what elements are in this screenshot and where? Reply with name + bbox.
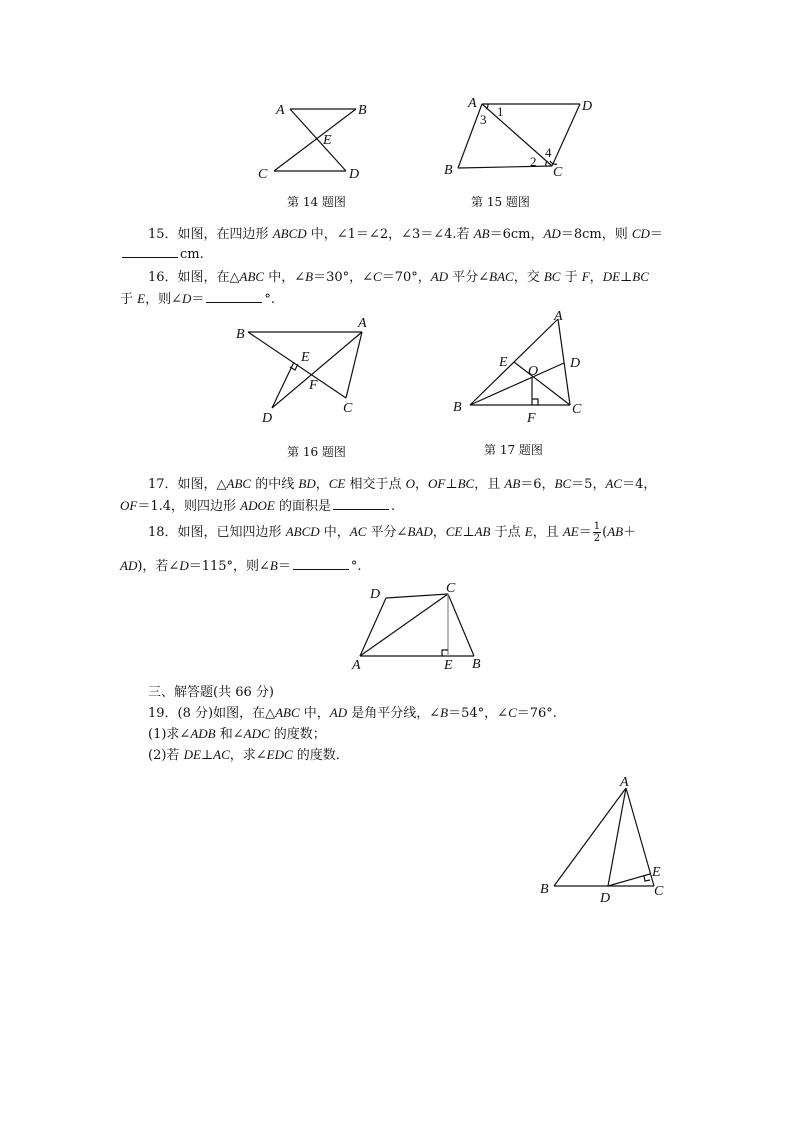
figure-14-caption: 第 14 题图 (287, 195, 346, 209)
label-b: B (540, 882, 549, 897)
figure-17 (448, 305, 598, 425)
label-f: F (527, 411, 536, 426)
figure-18 (348, 580, 498, 672)
figure-15-drawing (440, 92, 610, 182)
figure-15 (440, 92, 610, 182)
figure-19-drawing (536, 770, 676, 905)
label-d: D (600, 891, 611, 906)
label-c: C (654, 884, 664, 899)
label-a: A (620, 775, 629, 790)
question-16-line-2: 于 E，则∠D＝ °. (120, 291, 276, 307)
label-e: E (444, 658, 453, 673)
question-15-line-1: 15．如图，在四边形 ABCD 中，∠1＝∠2，∠3＝∠4.若 AB＝6cm，AD＝8cm，则 CD＝ (148, 226, 663, 242)
label-c: C (343, 401, 353, 416)
angle-3-label: 3 (480, 112, 487, 127)
question-18-line-2: AD)，若∠D＝115°，则∠B＝ °. (120, 558, 362, 574)
figure-17-caption: 第 17 题图 (484, 443, 543, 457)
figure-19 (536, 770, 676, 905)
label-a: A (352, 658, 361, 673)
label-d: D (349, 167, 360, 182)
answer-blank-18[interactable] (293, 557, 349, 570)
label-b: B (472, 657, 481, 672)
question-17-line-2: OF＝1.4，则四边形 ADOE 的面积是 . (120, 498, 396, 514)
label-a: A (276, 103, 285, 118)
question-18-line-1: 18．如图，已知四边形 ABCD 中，AC 平分∠BAD，CE⊥AB 于点 E，且 AE＝ $\frac{1}{2}$ (AB＋ (148, 521, 637, 544)
label-e: E (499, 355, 508, 370)
answer-blank-17[interactable] (333, 497, 389, 510)
label-d: D (370, 587, 381, 602)
question-19-part-2: (2)若 DE⊥AC，求∠EDC 的度数． (148, 747, 349, 763)
angle-4-label: 4 (545, 145, 552, 160)
answer-blank-16[interactable] (206, 290, 262, 303)
label-c: C (572, 402, 582, 417)
figure-16-drawing (230, 312, 380, 427)
label-a: A (358, 316, 367, 331)
angle-2-label: 2 (530, 154, 537, 169)
label-b: B (453, 400, 462, 415)
angle-1-label: 1 (497, 104, 504, 119)
label-b: B (358, 103, 367, 118)
label-d: D (570, 356, 581, 371)
figure-18-drawing (348, 580, 498, 672)
label-c: C (446, 581, 456, 596)
label-c: C (553, 165, 563, 180)
fraction-one-half: $\frac{1}{2}$ (593, 521, 601, 544)
question-16-line-1: 16．如图，在△ABC 中，∠B＝30°，∠C＝70°，AD 平分∠BAC，交 BC 于 F，DE⊥BC (148, 269, 649, 285)
figure-17-drawing (448, 305, 598, 425)
figure-14 (250, 98, 370, 180)
question-19-stem: 19．(8 分)如图，在△ABC 中，AD 是角平分线，∠B＝54°，∠C＝76°. (148, 705, 557, 721)
label-d: D (262, 411, 273, 426)
figure-16 (230, 312, 380, 427)
answer-blank-15[interactable] (122, 245, 178, 258)
question-15-line-2: cm. (120, 245, 204, 262)
label-e: E (323, 133, 332, 148)
label-e: E (301, 350, 310, 365)
label-b: B (236, 327, 245, 342)
label-b: B (444, 163, 453, 178)
question-17-line-1: 17．如图，△ABC 的中线 BD，CE 相交于点 O，OF⊥BC，且 AB＝6，BC＝5，AC＝4， (148, 476, 657, 492)
label-o: O (528, 364, 539, 379)
figure-16-caption: 第 16 题图 (287, 445, 346, 459)
figure-14-drawing (250, 98, 370, 180)
label-a: A (468, 96, 477, 111)
question-19-part-1: (1)求∠ADB 和∠ADC 的度数； (148, 726, 326, 742)
label-a: A (554, 309, 563, 324)
section-3-title: 三、解答题(共 66 分) (148, 685, 274, 700)
label-e: E (652, 865, 661, 880)
label-f: F (309, 378, 318, 393)
figure-15-caption: 第 15 题图 (471, 195, 530, 209)
label-c: C (258, 167, 268, 182)
label-d: D (582, 99, 593, 114)
